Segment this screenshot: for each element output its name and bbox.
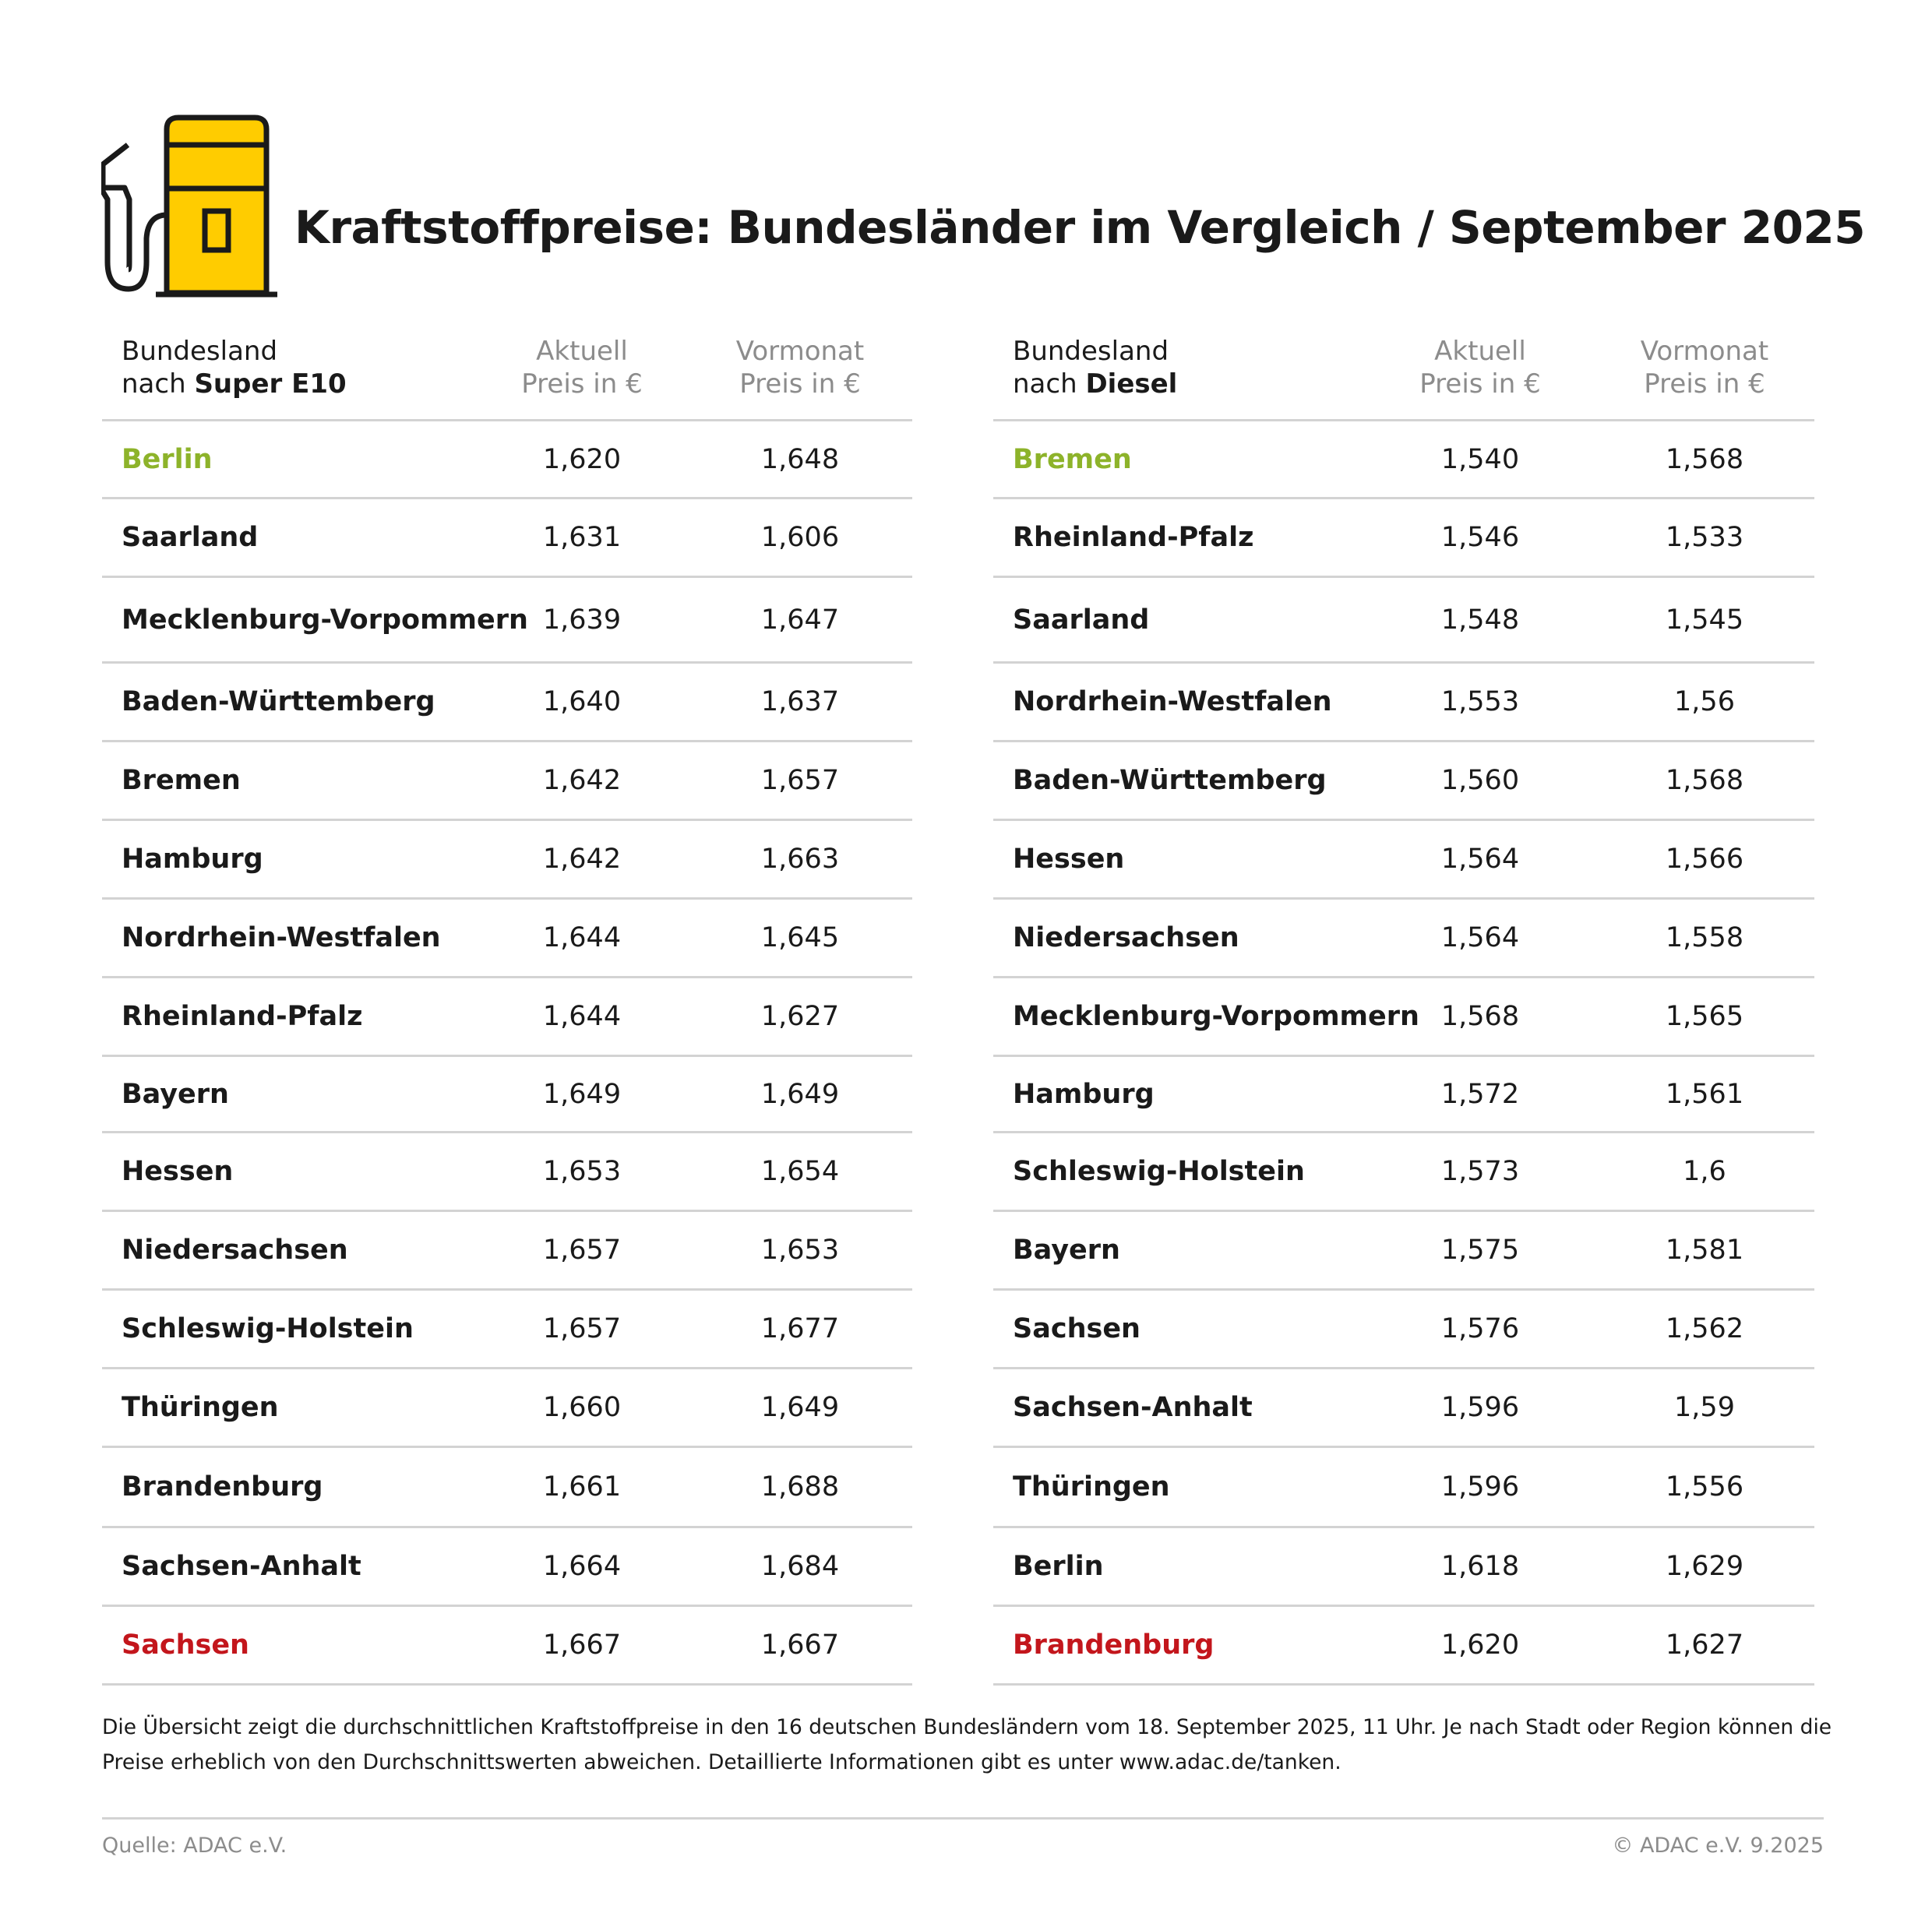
table-row (102, 1057, 912, 1133)
table-row (993, 1212, 1814, 1291)
header-bundesland: Bundesland nach Super E10 (122, 336, 347, 400)
row-aktuell-price: 1,540 (1440, 443, 1520, 475)
table-row (993, 421, 1814, 499)
row-bundesland: Thüringen (122, 1392, 279, 1423)
row-aktuell-price: 1,620 (542, 443, 622, 475)
table-row (993, 978, 1814, 1057)
row-vormonat-price: 1,688 (760, 1471, 840, 1503)
row-bundesland: Niedersachsen (122, 1235, 348, 1266)
table-row (102, 578, 912, 664)
row-vormonat-price: 1,562 (1665, 1313, 1744, 1344)
row-bundesland: Rheinland-Pfalz (122, 1001, 363, 1032)
row-vormonat-price: 1,59 (1674, 1392, 1735, 1423)
table-body (102, 421, 912, 1686)
row-aktuell-price: 1,631 (542, 522, 622, 553)
row-vormonat-price: 1,645 (760, 922, 840, 953)
row-vormonat-price: 1,533 (1665, 522, 1744, 553)
row-bundesland: Saarland (1013, 604, 1150, 636)
table-row (993, 1369, 1814, 1448)
row-vormonat-price: 1,649 (760, 1078, 840, 1110)
row-bundesland: Schleswig-Holstein (1013, 1156, 1305, 1187)
row-vormonat-price: 1,653 (760, 1235, 840, 1266)
table-row (993, 1448, 1814, 1528)
row-aktuell-price: 1,660 (542, 1392, 622, 1423)
table-row (102, 900, 912, 978)
row-bundesland: Sachsen-Anhalt (1013, 1392, 1253, 1423)
table-body (993, 421, 1814, 1686)
row-vormonat-price: 1,6 (1683, 1156, 1726, 1187)
row-aktuell-price: 1,560 (1440, 765, 1520, 796)
row-aktuell-price: 1,575 (1440, 1235, 1520, 1266)
diesel-table (993, 327, 1814, 1686)
row-vormonat-price: 1,581 (1665, 1235, 1744, 1266)
table-row (102, 821, 912, 900)
fuel-pump-icon (101, 114, 280, 301)
row-bundesland: Schleswig-Holstein (122, 1313, 414, 1344)
row-bundesland: Sachsen (122, 1629, 249, 1661)
copyright-label: © ADAC e.V. 9.2025 (1612, 1834, 1824, 1858)
row-aktuell-price: 1,649 (542, 1078, 622, 1110)
row-vormonat-price: 1,684 (760, 1551, 840, 1582)
row-vormonat-price: 1,568 (1665, 443, 1744, 475)
row-vormonat-price: 1,667 (760, 1629, 840, 1661)
table-row (102, 664, 912, 742)
row-vormonat-price: 1,677 (760, 1313, 840, 1344)
table-row (102, 1369, 912, 1448)
row-aktuell-price: 1,564 (1440, 922, 1520, 953)
table-row (993, 1607, 1814, 1686)
table-row (993, 499, 1814, 578)
row-vormonat-price: 1,648 (760, 443, 840, 475)
row-bundesland: Hamburg (1013, 1078, 1155, 1110)
row-vormonat-price: 1,565 (1665, 1001, 1744, 1032)
row-aktuell-price: 1,620 (1440, 1629, 1520, 1661)
footnote: Die Übersicht zeigt die durchschnittlichen Kraftstoffpreise in den 16 deutschen Bundesländern vom 18. September 2025, 11 Uhr. Je nach Stadt oder Region können die Preise erheblich von den Durchschnittswerten abweichen. Detaillierte Informationen gibt es unter www.adac.de/tanken. (102, 1715, 1832, 1774)
row-bundesland: Mecklenburg-Vorpommern (1013, 1001, 1419, 1032)
table-row (993, 900, 1814, 978)
table-row (102, 1291, 912, 1369)
row-vormonat-price: 1,561 (1665, 1078, 1744, 1110)
table-row (102, 978, 912, 1057)
header-vormonat: Vormonat Preis in € (735, 336, 865, 400)
row-bundesland: Sachsen-Anhalt (122, 1551, 361, 1582)
row-bundesland: Bremen (122, 765, 241, 796)
table-row (102, 1133, 912, 1212)
row-aktuell-price: 1,639 (542, 604, 622, 636)
table-row (993, 821, 1814, 900)
row-vormonat-price: 1,568 (1665, 765, 1744, 796)
table-row (993, 1291, 1814, 1369)
row-aktuell-price: 1,548 (1440, 604, 1520, 636)
table-row (993, 578, 1814, 664)
row-vormonat-price: 1,654 (760, 1156, 840, 1187)
row-bundesland: Berlin (1013, 1551, 1104, 1582)
super-e10-table (102, 327, 912, 1686)
row-vormonat-price: 1,647 (760, 604, 840, 636)
table-header (993, 327, 1814, 421)
row-bundesland: Sachsen (1013, 1313, 1141, 1344)
row-bundesland: Bremen (1013, 443, 1132, 475)
row-bundesland: Bayern (1013, 1235, 1120, 1266)
row-aktuell-price: 1,573 (1440, 1156, 1520, 1187)
header-aktuell: Aktuell Preis in € (521, 336, 643, 400)
row-aktuell-price: 1,640 (542, 686, 622, 717)
header-vormonat: Vormonat Preis in € (1640, 336, 1769, 400)
row-bundesland: Niedersachsen (1013, 922, 1239, 953)
row-vormonat-price: 1,566 (1665, 844, 1744, 875)
row-aktuell-price: 1,642 (542, 765, 622, 796)
row-bundesland: Baden-Württemberg (1013, 765, 1327, 796)
table-row (102, 1448, 912, 1528)
row-aktuell-price: 1,653 (542, 1156, 622, 1187)
row-aktuell-price: 1,661 (542, 1471, 622, 1503)
header-bundesland: Bundesland nach Diesel (1013, 336, 1178, 400)
row-vormonat-price: 1,56 (1674, 686, 1735, 717)
row-bundesland: Berlin (122, 443, 213, 475)
row-bundesland: Bayern (122, 1078, 229, 1110)
row-aktuell-price: 1,657 (542, 1235, 622, 1266)
table-row (102, 499, 912, 578)
table-row (993, 1133, 1814, 1212)
row-aktuell-price: 1,546 (1440, 522, 1520, 553)
row-bundesland: Thüringen (1013, 1471, 1170, 1503)
row-bundesland: Hessen (122, 1156, 234, 1187)
row-bundesland: Hessen (1013, 844, 1125, 875)
row-vormonat-price: 1,556 (1665, 1471, 1744, 1503)
table-row (102, 421, 912, 499)
table-row (993, 1057, 1814, 1133)
row-bundesland: Mecklenburg-Vorpommern (122, 604, 528, 636)
row-vormonat-price: 1,657 (760, 765, 840, 796)
row-aktuell-price: 1,657 (542, 1313, 622, 1344)
row-bundesland: Brandenburg (122, 1471, 323, 1503)
row-bundesland: Saarland (122, 522, 259, 553)
row-aktuell-price: 1,568 (1440, 1001, 1520, 1032)
row-aktuell-price: 1,596 (1440, 1392, 1520, 1423)
row-vormonat-price: 1,663 (760, 844, 840, 875)
row-bundesland: Brandenburg (1013, 1629, 1215, 1661)
table-row (993, 1528, 1814, 1607)
row-bundesland: Hamburg (122, 844, 263, 875)
table-row (993, 742, 1814, 821)
row-vormonat-price: 1,558 (1665, 922, 1744, 953)
row-bundesland: Rheinland-Pfalz (1013, 522, 1254, 553)
row-aktuell-price: 1,596 (1440, 1471, 1520, 1503)
page-title: Kraftstoffpreise: Bundesländer im Vergleich / September 2025 (294, 201, 1866, 254)
row-bundesland: Nordrhein-Westfalen (1013, 686, 1332, 717)
row-vormonat-price: 1,627 (760, 1001, 840, 1032)
row-bundesland: Nordrhein-Westfalen (122, 922, 441, 953)
row-aktuell-price: 1,618 (1440, 1551, 1520, 1582)
row-aktuell-price: 1,664 (542, 1551, 622, 1582)
source-label: Quelle: ADAC e.V. (102, 1834, 287, 1858)
row-aktuell-price: 1,667 (542, 1629, 622, 1661)
table-row (102, 1212, 912, 1291)
table-row (102, 1528, 912, 1607)
table-header (102, 327, 912, 421)
row-aktuell-price: 1,644 (542, 1001, 622, 1032)
row-vormonat-price: 1,649 (760, 1392, 840, 1423)
row-aktuell-price: 1,572 (1440, 1078, 1520, 1110)
table-row (102, 742, 912, 821)
row-aktuell-price: 1,642 (542, 844, 622, 875)
row-aktuell-price: 1,576 (1440, 1313, 1520, 1344)
table-row (993, 664, 1814, 742)
row-vormonat-price: 1,606 (760, 522, 840, 553)
divider (102, 1817, 1824, 1820)
row-vormonat-price: 1,637 (760, 686, 840, 717)
row-aktuell-price: 1,564 (1440, 844, 1520, 875)
row-vormonat-price: 1,545 (1665, 604, 1744, 636)
row-vormonat-price: 1,627 (1665, 1629, 1744, 1661)
header-aktuell: Aktuell Preis in € (1419, 336, 1541, 400)
table-row (102, 1607, 912, 1686)
row-vormonat-price: 1,629 (1665, 1551, 1744, 1582)
row-aktuell-price: 1,644 (542, 922, 622, 953)
row-bundesland: Baden-Württemberg (122, 686, 435, 717)
row-aktuell-price: 1,553 (1440, 686, 1520, 717)
